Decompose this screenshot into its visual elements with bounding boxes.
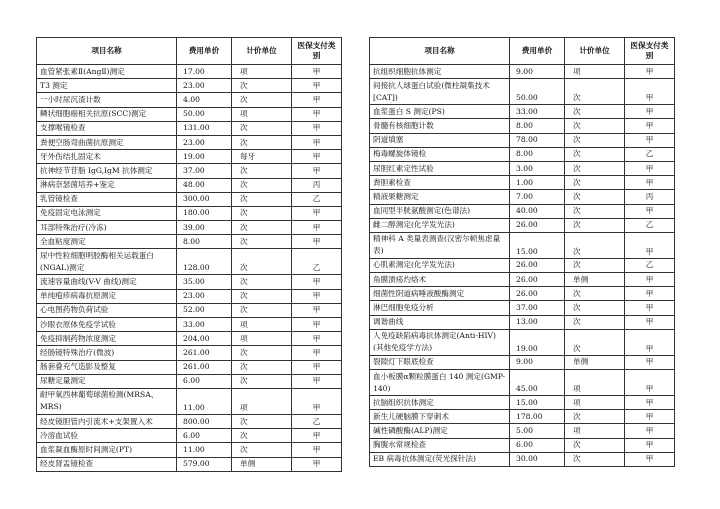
insurance-category-cell: 甲 [625, 287, 675, 301]
unit-price-cell: 19.00 [177, 150, 232, 164]
insurance-category-cell: 甲 [292, 135, 342, 149]
unit-price-cell: 17.00 [177, 65, 232, 79]
table-row [370, 161, 675, 175]
pricing-unit-cell: 项 [232, 388, 292, 414]
item-name-cell: 免疫固定电泳测定 [37, 206, 177, 220]
pricing-unit-cell: 次 [232, 249, 292, 275]
table-row [370, 65, 675, 79]
unit-price-cell: 6.00 [510, 438, 565, 452]
pricing-unit-cell: 次 [232, 164, 292, 178]
item-name-cell: 裂隙灯下眼底检查 [370, 355, 510, 369]
pricing-unit-cell: 次 [232, 235, 292, 249]
unit-price-cell: 5.00 [510, 424, 565, 438]
table-row [37, 374, 342, 388]
insurance-category-cell: 甲 [292, 332, 342, 346]
item-name-cell: 雌二醇测定(化学发光法) [370, 218, 510, 232]
item-name-cell: 新生儿硬脑膜下穿刺术 [370, 410, 510, 424]
insurance-category-cell: 甲 [625, 315, 675, 329]
insurance-category-cell: 乙 [292, 249, 342, 275]
insurance-category-cell: 甲 [292, 360, 342, 374]
unit-price-cell: 11.00 [177, 443, 232, 457]
unit-price-cell: 300.00 [177, 192, 232, 206]
unit-price-cell: 579.00 [177, 457, 232, 471]
table-row [370, 105, 675, 119]
unit-price-cell: 11.00 [177, 388, 232, 414]
item-name-cell: 抗神经节苷脂 IgG,IgM 抗体测定 [37, 164, 177, 178]
item-name-cell: 经皮镜胆管内引流术+支架置入术 [37, 414, 177, 428]
item-name-cell: 冷溶血试验 [37, 429, 177, 443]
header-pricing-unit: 计价单位 [232, 38, 292, 65]
item-name-cell: 抗脑组织抗体测定 [370, 396, 510, 410]
unit-price-cell: 178.00 [510, 410, 565, 424]
item-name-cell: 流速容量曲线(V-V 曲线)测定 [37, 275, 177, 289]
table-row [37, 206, 342, 220]
pricing-unit-cell: 次 [565, 452, 625, 466]
insurance-category-cell: 乙 [625, 218, 675, 232]
item-name-cell: 淋病奈瑟菌培养+鉴定 [37, 178, 177, 192]
insurance-category-cell: 甲 [625, 105, 675, 119]
unit-price-cell: 26.00 [510, 287, 565, 301]
pricing-unit-cell: 次 [232, 360, 292, 374]
insurance-category-cell: 甲 [292, 374, 342, 388]
table-row [37, 178, 342, 192]
insurance-category-cell: 丙 [292, 178, 342, 192]
insurance-category-cell: 乙 [292, 192, 342, 206]
table-row [37, 65, 342, 79]
pricing-unit-cell: 次 [565, 438, 625, 452]
item-name-cell: 精液果糖测定 [370, 190, 510, 204]
pricing-unit-cell: 次 [565, 161, 625, 175]
insurance-category-cell: 甲 [625, 65, 675, 79]
table-row [37, 135, 342, 149]
insurance-category-cell: 甲 [625, 232, 675, 258]
unit-price-cell: 1.00 [510, 176, 565, 190]
item-name-cell: 经皮肾盂镜检查 [37, 457, 177, 471]
table-row [370, 355, 675, 369]
unit-price-cell: 6.00 [177, 374, 232, 388]
item-name-cell: 心肌素测定(化学发光法) [370, 258, 510, 272]
table-row [37, 388, 342, 414]
pricing-unit-cell: 项 [232, 107, 292, 121]
pricing-unit-cell: 次 [565, 190, 625, 204]
item-name-cell: 细菌性阴道病唾液酸酶测定 [370, 287, 510, 301]
pricing-unit-cell: 项 [232, 332, 292, 346]
item-name-cell: 血浆凝血酶原时间测定(PT) [37, 443, 177, 457]
insurance-category-cell: 乙 [625, 258, 675, 272]
insurance-category-cell: 甲 [625, 119, 675, 133]
unit-price-cell: 37.00 [177, 164, 232, 178]
unit-price-cell: 261.00 [177, 360, 232, 374]
unit-price-cell: 204.00 [177, 332, 232, 346]
pricing-unit-cell: 次 [565, 105, 625, 119]
item-name-cell: 全血粘度测定 [37, 235, 177, 249]
item-name-cell: 鳞状细胞癌相关抗原(SCC)测定 [37, 107, 177, 121]
table-row [370, 370, 675, 396]
insurance-category-cell: 甲 [625, 204, 675, 218]
pricing-unit-cell: 次 [565, 287, 625, 301]
table-row [37, 275, 342, 289]
unit-price-cell: 9.00 [510, 65, 565, 79]
pricing-unit-cell: 单侧 [565, 355, 625, 369]
item-name-cell: 骨髓有核细胞计数 [370, 119, 510, 133]
pricing-unit-cell: 次 [232, 206, 292, 220]
unit-price-cell: 180.00 [177, 206, 232, 220]
item-name-cell: 血同型半胱氨酸测定(色谱法) [370, 204, 510, 218]
insurance-category-cell: 甲 [625, 273, 675, 287]
insurance-category-cell: 甲 [625, 396, 675, 410]
table-row [370, 147, 675, 161]
insurance-category-cell: 乙 [625, 147, 675, 161]
table-row [370, 396, 675, 410]
pricing-unit-cell: 次 [232, 443, 292, 457]
pricing-unit-cell: 次 [565, 119, 625, 133]
insurance-category-cell: 甲 [625, 355, 675, 369]
item-name-cell: 碱性磷酸酶(ALP)测定 [370, 424, 510, 438]
item-name-cell: 一小时尿沉渣计数 [37, 93, 177, 107]
unit-price-cell: 39.00 [177, 221, 232, 235]
table-row [370, 79, 675, 105]
pricing-unit-cell: 次 [232, 93, 292, 107]
header-item-name: 项目名称 [370, 38, 510, 65]
table-row [370, 218, 675, 232]
item-name-cell: 免疫抑制药物浓度测定 [37, 332, 177, 346]
header-pricing-unit: 计价单位 [565, 38, 625, 65]
table-row [37, 429, 342, 443]
pricing-unit-cell: 次 [232, 346, 292, 360]
unit-price-cell: 78.00 [510, 133, 565, 147]
table-row [37, 414, 342, 428]
header-unit-price: 费用单价 [510, 38, 565, 65]
pricing-unit-cell: 项 [565, 396, 625, 410]
pricing-unit-cell: 项 [232, 318, 292, 332]
table-row [37, 318, 342, 332]
header-insurance-category: 医保支付类别 [625, 38, 675, 65]
insurance-category-cell: 丙 [625, 190, 675, 204]
insurance-category-cell: 甲 [625, 176, 675, 190]
item-name-cell: 耐甲氧西林葡萄球菌检测(MRSA、MRS) [37, 388, 177, 414]
insurance-category-cell: 甲 [292, 79, 342, 93]
item-name-cell: 阴道填塞 [370, 133, 510, 147]
item-name-cell: 粪胆素检查 [370, 176, 510, 190]
insurance-category-cell: 甲 [292, 275, 342, 289]
right-table-body [370, 65, 675, 467]
table-row [37, 121, 342, 135]
table-row [37, 235, 342, 249]
pricing-unit-cell: 次 [565, 176, 625, 190]
pricing-unit-cell: 项 [565, 424, 625, 438]
insurance-category-cell: 乙 [292, 414, 342, 428]
unit-price-cell: 8.00 [510, 119, 565, 133]
pricing-unit-cell: 项 [565, 65, 625, 79]
unit-price-cell: 30.00 [510, 452, 565, 466]
insurance-category-cell: 甲 [292, 318, 342, 332]
pricing-unit-cell: 次 [232, 414, 292, 428]
insurance-category-cell: 甲 [625, 438, 675, 452]
item-name-cell: 粪便空肠弯曲菌抗原测定 [37, 135, 177, 149]
item-name-cell: 调谐曲线 [370, 315, 510, 329]
item-name-cell: 血浆蛋白 S 测定(PS) [370, 105, 510, 119]
insurance-category-cell: 甲 [292, 65, 342, 79]
unit-price-cell: 23.00 [177, 79, 232, 93]
item-name-cell: 沙眼衣原体免疫学试验 [37, 318, 177, 332]
item-name-cell: 支撑喉镜检查 [37, 121, 177, 135]
pricing-unit-cell: 次 [565, 147, 625, 161]
pricing-unit-cell: 次 [232, 429, 292, 443]
table-row [37, 443, 342, 457]
insurance-category-cell: 甲 [292, 303, 342, 317]
unit-price-cell: 19.00 [510, 329, 565, 355]
pricing-unit-cell: 次 [232, 303, 292, 317]
table-row [370, 190, 675, 204]
unit-price-cell: 9.00 [510, 355, 565, 369]
pricing-unit-cell: 项 [232, 65, 292, 79]
unit-price-cell: 35.00 [177, 275, 232, 289]
table-row [370, 287, 675, 301]
insurance-category-cell: 甲 [625, 301, 675, 315]
table-row [37, 332, 342, 346]
item-name-cell: 尿胆红素定性试验 [370, 161, 510, 175]
table-row [370, 438, 675, 452]
unit-price-cell: 40.00 [510, 204, 565, 218]
item-name-cell: 尿糖定量测定 [37, 374, 177, 388]
unit-price-cell: 50.00 [177, 107, 232, 121]
table-row [370, 301, 675, 315]
unit-price-cell: 45.00 [510, 370, 565, 396]
table-row [37, 107, 342, 121]
table-row [370, 315, 675, 329]
pricing-unit-cell: 次 [565, 232, 625, 258]
unit-price-cell: 33.00 [510, 105, 565, 119]
item-name-cell: 牙外伤结扎固定术 [37, 150, 177, 164]
table-header-row [37, 38, 342, 65]
unit-price-cell: 8.00 [510, 147, 565, 161]
unit-price-cell: 26.00 [510, 258, 565, 272]
insurance-category-cell: 甲 [292, 457, 342, 471]
table-row [37, 303, 342, 317]
insurance-category-cell: 甲 [625, 410, 675, 424]
pricing-unit-cell: 次 [232, 374, 292, 388]
pricing-unit-cell: 项 [565, 370, 625, 396]
pricing-unit-cell: 次 [565, 301, 625, 315]
insurance-category-cell: 甲 [292, 443, 342, 457]
unit-price-cell: 23.00 [177, 135, 232, 149]
unit-price-cell: 3.00 [510, 161, 565, 175]
insurance-category-cell: 甲 [292, 150, 342, 164]
table-row [37, 221, 342, 235]
table-row [370, 176, 675, 190]
unit-price-cell: 52.00 [177, 303, 232, 317]
unit-price-cell: 261.00 [177, 346, 232, 360]
insurance-category-cell: 甲 [292, 206, 342, 220]
pricing-unit-cell: 单侧 [565, 273, 625, 287]
pricing-unit-cell: 单侧 [232, 457, 292, 471]
unit-price-cell: 4.00 [177, 93, 232, 107]
table-row [37, 249, 342, 275]
table-row [37, 93, 342, 107]
table-row [37, 150, 342, 164]
left-table-body [37, 65, 342, 472]
unit-price-cell: 128.00 [177, 249, 232, 275]
item-name-cell: EB 病毒抗体测定(荧光探针法) [370, 452, 510, 466]
insurance-category-cell: 甲 [292, 93, 342, 107]
pricing-unit-cell: 次 [565, 218, 625, 232]
item-name-cell: 精神科 A 类量表测查(汉密尔顿焦虑量表) [370, 232, 510, 258]
unit-price-cell: 37.00 [510, 301, 565, 315]
unit-price-cell: 23.00 [177, 289, 232, 303]
insurance-category-cell: 甲 [292, 164, 342, 178]
unit-price-cell: 15.00 [510, 232, 565, 258]
table-row [370, 329, 675, 355]
insurance-category-cell: 甲 [625, 133, 675, 147]
item-name-cell: 肠套叠充气造影及整复 [37, 360, 177, 374]
unit-price-cell: 26.00 [510, 273, 565, 287]
unit-price-cell: 15.00 [510, 396, 565, 410]
pricing-unit-cell: 次 [565, 79, 625, 105]
table-row [370, 204, 675, 218]
pricing-unit-cell: 次 [565, 315, 625, 329]
pricing-unit-cell: 次 [565, 133, 625, 147]
pricing-unit-cell: 次 [565, 204, 625, 218]
table-row [370, 232, 675, 258]
insurance-category-cell: 甲 [292, 429, 342, 443]
item-name-cell: 间接抗人球蛋白试验(微柱凝集技术[CAT]) [370, 79, 510, 105]
unit-price-cell: 8.00 [177, 235, 232, 249]
unit-price-cell: 48.00 [177, 178, 232, 192]
table-row [37, 192, 342, 206]
item-name-cell: 抗组织细胞抗体测定 [370, 65, 510, 79]
pricing-unit-cell: 次 [232, 192, 292, 206]
table-row [370, 410, 675, 424]
insurance-category-cell: 甲 [625, 370, 675, 396]
item-name-cell: 血小板膜α颗粒膜蛋白 140 测定(GMP-140) [370, 370, 510, 396]
insurance-category-cell: 甲 [292, 346, 342, 360]
insurance-category-cell: 甲 [625, 424, 675, 438]
pricing-unit-cell: 每牙 [232, 150, 292, 164]
item-name-cell: T3 测定 [37, 79, 177, 93]
table-header-row [370, 38, 675, 65]
unit-price-cell: 7.00 [510, 190, 565, 204]
item-name-cell: 血管紧张素Ⅱ(AngⅡ)测定 [37, 65, 177, 79]
item-name-cell: 乳管镜检查 [37, 192, 177, 206]
unit-price-cell: 800.00 [177, 414, 232, 428]
table-row [370, 273, 675, 287]
header-item-name: 项目名称 [37, 38, 177, 65]
table-row [37, 289, 342, 303]
table-row [370, 452, 675, 466]
table-row [37, 360, 342, 374]
insurance-category-cell: 甲 [625, 329, 675, 355]
item-name-cell: 单纯疱疹病毒抗原测定 [37, 289, 177, 303]
left-fee-table [36, 37, 342, 472]
pricing-unit-cell: 次 [232, 289, 292, 303]
pricing-unit-cell: 次 [565, 258, 625, 272]
item-name-cell: 胸腹水常规检查 [370, 438, 510, 452]
unit-price-cell: 13.00 [510, 315, 565, 329]
header-insurance-category: 医保支付类别 [292, 38, 342, 65]
item-name-cell: 淋巴细胞免疫分析 [370, 301, 510, 315]
header-unit-price: 费用单价 [177, 38, 232, 65]
table-row [37, 79, 342, 93]
pricing-unit-cell: 次 [232, 178, 292, 192]
unit-price-cell: 33.00 [177, 318, 232, 332]
item-name-cell: 人免疫缺陷病毒抗体测定(Anti-HIV)(其他免疫学方法) [370, 329, 510, 355]
table-row [37, 164, 342, 178]
pricing-unit-cell: 次 [232, 121, 292, 135]
insurance-category-cell: 甲 [625, 161, 675, 175]
unit-price-cell: 50.00 [510, 79, 565, 105]
item-name-cell: 经肠镜特殊治疗(微波) [37, 346, 177, 360]
table-row [370, 424, 675, 438]
unit-price-cell: 131.00 [177, 121, 232, 135]
item-name-cell: 尿中性粒细胞明胶酶相关运载蛋白(NGAL)测定 [37, 249, 177, 275]
insurance-category-cell: 甲 [292, 388, 342, 414]
pricing-unit-cell: 次 [232, 135, 292, 149]
table-row [37, 346, 342, 360]
insurance-category-cell: 甲 [625, 452, 675, 466]
pricing-unit-cell: 次 [232, 275, 292, 289]
pricing-unit-cell: 次 [565, 329, 625, 355]
insurance-category-cell: 甲 [292, 107, 342, 121]
insurance-category-cell: 甲 [292, 221, 342, 235]
right-fee-table [369, 37, 675, 467]
unit-price-cell: 26.00 [510, 218, 565, 232]
insurance-category-cell: 甲 [292, 289, 342, 303]
table-row [370, 133, 675, 147]
pricing-unit-cell: 次 [232, 79, 292, 93]
item-name-cell: 角膜溃疡灼烙术 [370, 273, 510, 287]
table-row [370, 119, 675, 133]
item-name-cell: 耳部特殊治疗(冷冻) [37, 221, 177, 235]
item-name-cell: 梅毒螺旋体镜检 [370, 147, 510, 161]
insurance-category-cell: 甲 [292, 235, 342, 249]
pricing-unit-cell: 次 [565, 410, 625, 424]
table-row [370, 258, 675, 272]
table-row [37, 457, 342, 471]
item-name-cell: 心电图药物负荷试验 [37, 303, 177, 317]
pricing-unit-cell: 次 [232, 221, 292, 235]
insurance-category-cell: 甲 [625, 79, 675, 105]
unit-price-cell: 6.00 [177, 429, 232, 443]
insurance-category-cell: 甲 [292, 121, 342, 135]
